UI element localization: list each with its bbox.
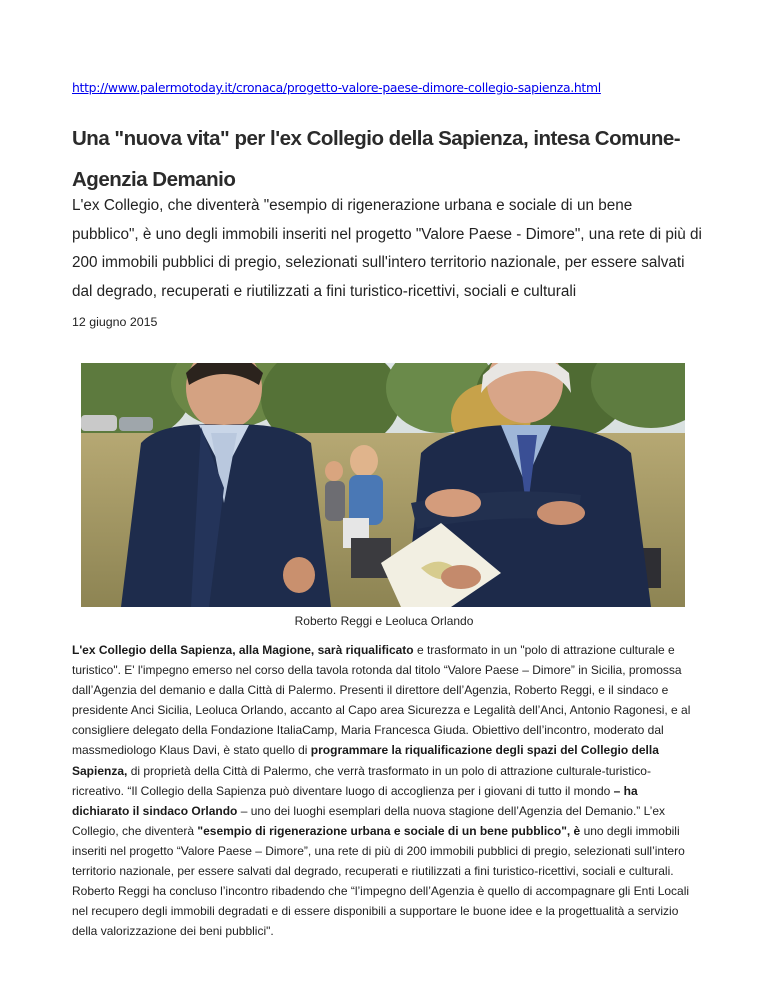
article-title: Una "nuova vita" per l'ex Collegio della Sapienza, intesa Comune-Agenzia Demanio — [72, 127, 681, 191]
article-photo — [81, 363, 685, 607]
body-span-5: – uno dei luoghi esemplari della nuova stagione dell’Agenzia del Demanio.” L’ex Collegio, che diventerà — [72, 803, 665, 838]
source-url-link[interactable]: http://www.palermotoday.it/cronaca/progetto-valore-paese-dimore-collegio-sapienza.html — [72, 80, 601, 95]
article-date: 12 giugno 2015 — [72, 315, 158, 329]
body-span-0: L'ex Collegio della Sapienza, alla Magione, sarà riqualificato — [72, 643, 414, 657]
body-span-7: uno degli immobili inseriti nel progetto “Valore Paese – Dimore”, una rete di più di 200 immobili pubblici di pregio, selezionati sull’intero territorio nazionale, per essere salvati dal degrado, recuperati e riutilizzati a fini turistico-ricettivi, sociali e culturali. Roberto Reggi ha concluso l’incontro ribadendo che “l’impegno dell’Agenzia è quello di accompagnare gli Enti Locali nel recupero degli immobili degradati e di essere disponibili a supportare le buone idee e la progettualità a servizio della valorizzazione dei beni pubblici". — [72, 823, 690, 939]
article-subtitle: L'ex Collegio, che diventerà "esempio di rigenerazione urbana e sociale di un bene pubblico", è uno degli immobili inseriti nel progetto "Valore Paese - Dimore", una rete di più di 200 immobili pubblici di pregio, selezionati sull'intero territorio nazionale, per essere salvati dal degrado, recuperati e riutilizzati a fini turistico-ricettivi, sociali e culturali — [72, 197, 702, 300]
body-span-4: – ha dichiarato il sindaco Orlando — [72, 783, 638, 818]
body-span-1: e trasformato in un "polo di attrazione culturale e turistico". E' l'impegno emerso nel corso della tavola rotonda dal titolo “Valore Paese – Dimore” in Sicilia, promossa dall’Agenzia del demanio e dalla Città di Palermo. Presenti il direttore dell’Agenzia, Roberto Reggi, e il sindaco e presidente Anci Sicilia, Leoluca Orlando, accanto al Capo area Sicurezza e Legalità dell’Anci, Antonio Ragonesi, e al consigliere delegato della Fondazione ItaliaCamp, Maria Francesca Giuda. Obiettivo dell’incontro, moderato dal massmediologo Klaus Davi, è stato quello di — [72, 643, 691, 758]
body-span-6: "esempio di rigenerazione urbana e sociale di un bene pubblico", è — [197, 823, 581, 838]
body-span-3: di proprietà della Città di Palermo, che verrà trasformato in un polo di attrazione culturale-turistico-ricreativo. “Il Collegio della Sapienza può diventare luogo di accoglienza per i giovani di tutto il mondo — [72, 763, 651, 798]
article-body — [72, 640, 698, 941]
photo-caption: Roberto Reggi e Leoluca Orlando — [294, 614, 474, 628]
body-span-2: programmare la riqualificazione degli spazi del Collegio della Sapienza, — [72, 743, 659, 778]
